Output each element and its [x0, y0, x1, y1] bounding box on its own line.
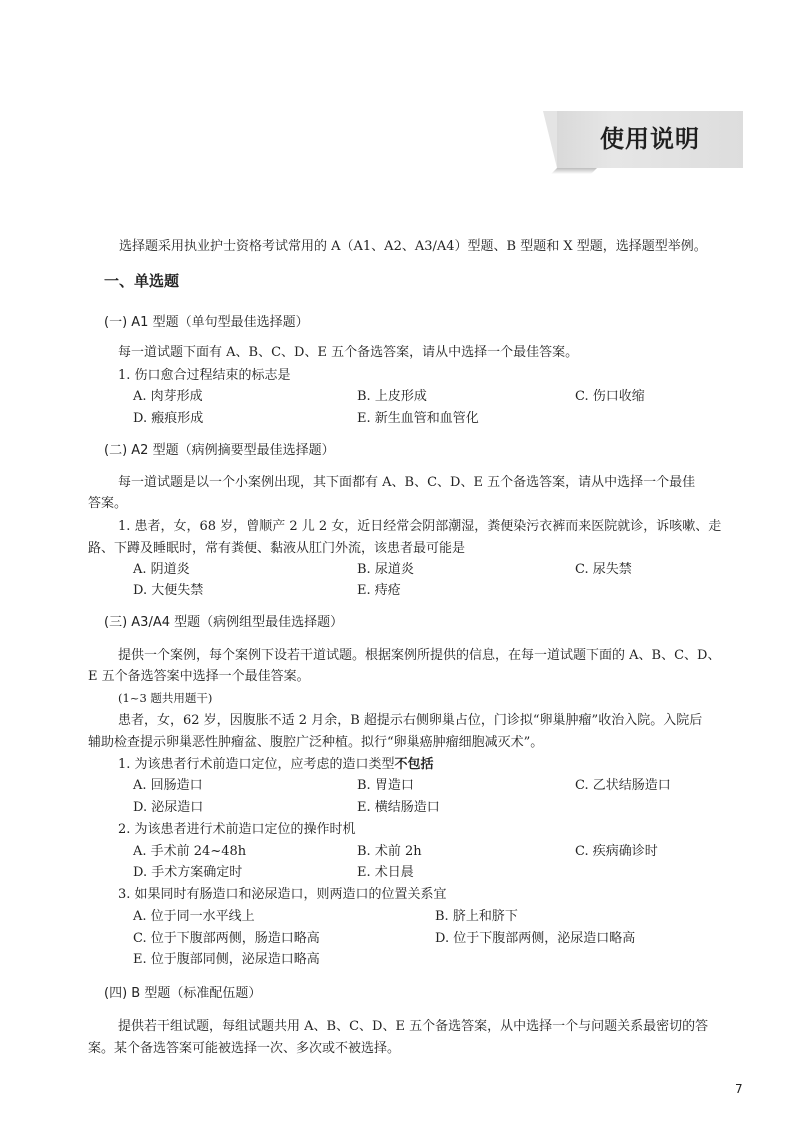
- a3-description-line1: 提供一个案例，每个案例下设若干道试题。根据案例所提供的信息，在每一道试题下面的 A、B、C、D、: [118, 648, 721, 663]
- a1-option-c: C. 伤口收缩: [575, 389, 645, 404]
- b-description-line1: 提供若干组试题，每组试题共用 A、B、C、D、E 五个备选答案，从中选择一个与问题关系最密切的答: [118, 1019, 709, 1034]
- a3-q3-option-b: B. 脐上和脐下: [435, 909, 518, 924]
- a3-q2-option-d: D. 手术方案确定时: [133, 865, 243, 880]
- a2-question-line2: 路、下蹲及睡眠时，常有粪便、黏液从肛门外流，该患者最可能是: [88, 541, 466, 556]
- a3-shared-stem-note: (1~3 题共用题干): [118, 691, 213, 705]
- a3-q2-option-c: C. 疾病确诊时: [575, 844, 658, 859]
- a2-option-e: E. 痔疮: [357, 583, 401, 598]
- a3-case-line2: 辅助检查提示卵巢恶性肿瘤盆、腹腔广泛种植。拟行“卵巢癌肿瘤细胞减灭术”。: [88, 735, 544, 750]
- a2-option-a: A. 阴道炎: [133, 562, 190, 577]
- a2-option-d: D. 大便失禁: [133, 583, 204, 598]
- a1-option-e: E. 新生血管和血管化: [357, 411, 479, 426]
- a3-q2-option-a: A. 手术前 24~48h: [133, 844, 247, 859]
- a2-description-line2: 答案。: [88, 496, 128, 511]
- intro-text: 选择题采用执业护士资格考试常用的 A（A1、A2、A3/A4）型题、B 型题和 X 型题，选择题型举例。: [119, 239, 707, 254]
- a3-question-2: 2. 为该患者进行术前造口定位的操作时机: [118, 822, 356, 837]
- a3-q1-option-e: E. 横结肠造口: [357, 800, 440, 815]
- section-heading-single-choice: 一、单选题: [104, 272, 180, 290]
- a3-q2-option-b: B. 术前 2h: [357, 844, 422, 859]
- a1-question: 1. 伤口愈合过程结束的标志是: [118, 368, 291, 383]
- page-number: 7: [735, 1082, 743, 1096]
- a1-option-d: D. 瘢痕形成: [133, 411, 204, 426]
- emphasis-not-included: 不包括: [394, 757, 434, 772]
- section-title-tab: [557, 111, 743, 168]
- a3-case-line1: 患者，女，62 岁，因腹胀不适 2 月余，B 超提示右侧卵巢占位，门诊拟“卵巢肿瘤”收治入院。入院后: [118, 713, 703, 728]
- a2-description-line1: 每一道试题是以一个小案例出现，其下面都有 A、B、C、D、E 五个备选答案，请从中选择一个最佳: [118, 475, 696, 490]
- a2-option-b: B. 尿道炎: [357, 562, 414, 577]
- a1-option-b: B. 上皮形成: [357, 389, 427, 404]
- a3-q3-option-c: C. 位于下腹部两侧，肠造口略高: [133, 931, 320, 946]
- a2-option-c: C. 尿失禁: [575, 562, 632, 577]
- a1-heading: (一) A1 型题（单句型最佳选择题）: [104, 315, 309, 330]
- a3-q3-option-e: E. 位于腹部同侧，泌尿造口略高: [133, 952, 320, 967]
- a3-q1-option-c: C. 乙状结肠造口: [575, 778, 671, 793]
- a1-description: 每一道试题下面有 A、B、C、D、E 五个备选答案，请从中选择一个最佳答案。: [118, 345, 579, 360]
- a3-q1-option-d: D. 泌尿造口: [133, 800, 204, 815]
- a3-q1-option-a: A. 回肠造口: [133, 778, 203, 793]
- a2-heading: (二) A2 型题（病例摘要型最佳选择题）: [104, 443, 335, 458]
- page-title: 使用说明: [600, 125, 700, 153]
- a3-q3-option-d: D. 位于下腹部两侧，泌尿造口略高: [435, 931, 636, 946]
- a3-question-1: 1. 为该患者行术前造口定位，应考虑的造口类型不包括: [118, 757, 434, 772]
- b-heading: (四) B 型题（标准配伍题）: [104, 986, 262, 1001]
- a3-question-3: 3. 如果同时有肠造口和泌尿造口，则两造口的位置关系宜: [118, 887, 447, 902]
- a3-q1-option-b: B. 胃造口: [357, 778, 414, 793]
- a3-q2-option-e: E. 术日晨: [357, 865, 414, 880]
- a1-option-a: A. 肉芽形成: [133, 389, 203, 404]
- a3-q3-option-a: A. 位于同一水平线上: [133, 909, 255, 924]
- a2-question-line1: 1. 患者，女，68 岁，曾顺产 2 儿 2 女，近日经常会阴部潮湿，粪便染污衣裤而来医院就诊，诉咳嗽、走: [118, 519, 722, 534]
- a3-description-line2: E 五个备选答案中选择一个最佳答案。: [88, 669, 310, 684]
- a3-heading: (三) A3/A4 型题（病例组型最佳选择题）: [104, 615, 344, 630]
- b-description-line2: 案。某个备选答案可能被选择一次、多次或不被选择。: [88, 1041, 401, 1056]
